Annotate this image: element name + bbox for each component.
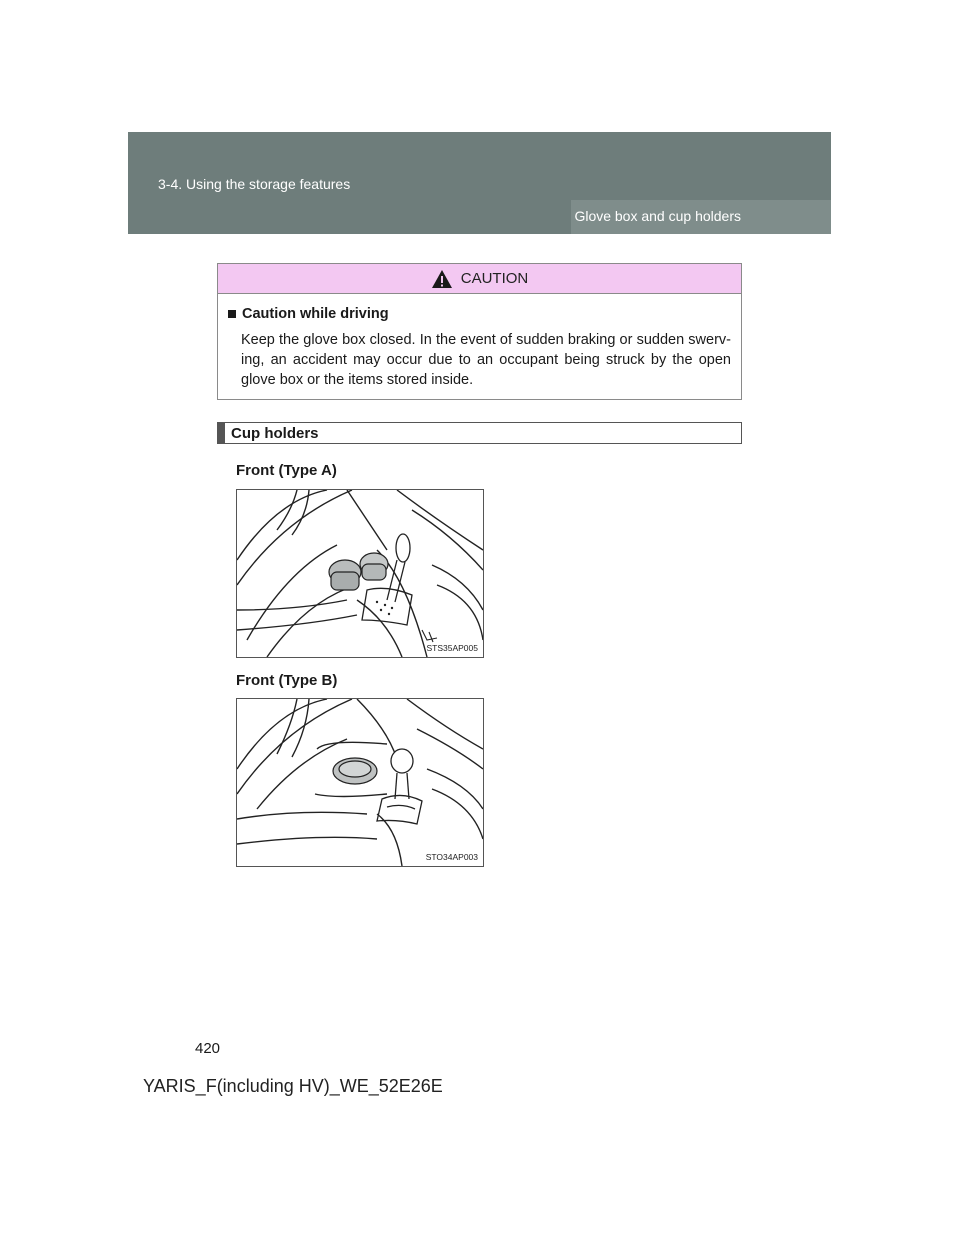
page-number: 420: [195, 1040, 221, 1057]
cup-holder-type-a-illustration: [237, 490, 483, 657]
figure-caption-type-b: Front (Type B): [236, 672, 338, 689]
section-heading: [217, 422, 742, 444]
header-topic-title: Glove box and cup holders: [574, 208, 741, 224]
square-bullet-icon: [228, 310, 236, 318]
figure-type-b: [236, 698, 484, 867]
warning-triangle-icon: [431, 269, 453, 289]
section-marker: [218, 423, 225, 443]
caution-subheading: [228, 306, 731, 322]
caution-label: CAUTION: [460, 270, 529, 287]
footer-manual-code: YARIS_F(including HV)_WE_52E26E: [143, 1076, 443, 1096]
header-section-title: 3-4. Using the storage features: [158, 176, 351, 192]
caution-header: [218, 264, 741, 294]
caution-text: Keep the glove box closed. In the event of sudden braking or sudden swerv-ing, an accident may occur due to an occupant being struck by the open glove box or the items stored inside.: [241, 332, 731, 388]
caution-subheading-text: Caution while driving: [242, 306, 389, 322]
caution-body: [218, 294, 741, 390]
page-header: [128, 132, 831, 234]
figure-code-type-a: STS35AP005: [426, 643, 478, 653]
cup-holder-type-b-illustration: [237, 699, 483, 866]
figure-code-type-b: STO34AP003: [425, 852, 478, 862]
section-title: Cup holders: [231, 424, 319, 442]
figure-caption-type-a: Front (Type A): [236, 462, 337, 479]
figure-type-a: [236, 489, 484, 658]
caution-box: [217, 263, 742, 400]
